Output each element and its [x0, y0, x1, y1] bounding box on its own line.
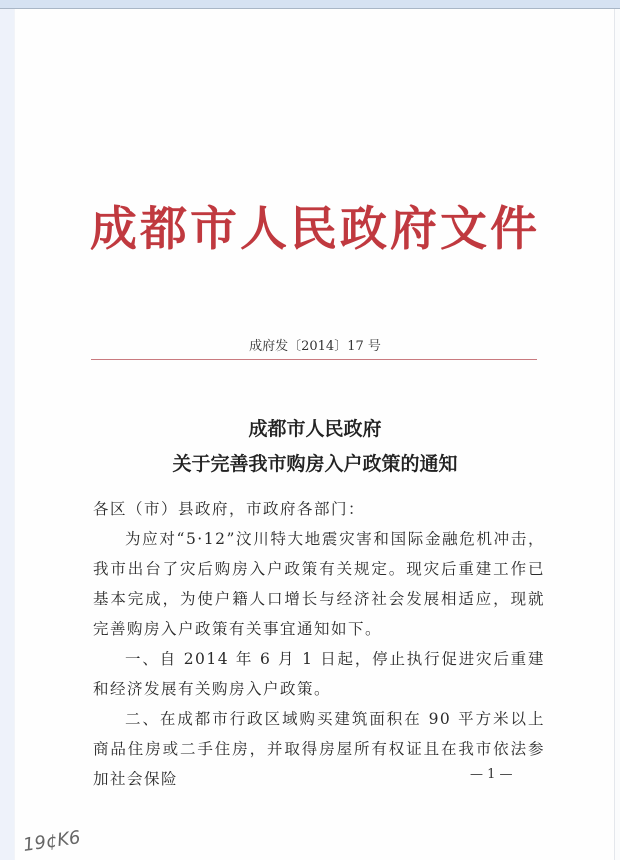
viewer-right-edge	[614, 9, 620, 860]
body-paragraph: 二、在成都市行政区域购买建筑面积在 90 平方米以上商品住房或二手住房，并取得房屋所有权证且在我市依法参加社会保险	[93, 710, 545, 788]
viewer-toolbar-strip	[0, 0, 620, 9]
notice-subject-title: 关于完善我市购房入户政策的通知	[172, 453, 458, 475]
document-header-title: 成都市人民政府文件	[90, 202, 540, 257]
red-divider-rule	[91, 359, 537, 360]
handwritten-annotation: 19¢K6	[21, 827, 82, 856]
body-paragraph: 为应对“5·12”汶川特大地震灾害和国际金融危机冲击，我市出台了灾后购房入户政策有关规定。现灾后重建工作已基本完成，为使户籍人口增长与经济社会发展相适应，现就完善购房入户政策有关事宜通知如下。	[93, 530, 545, 638]
viewer-left-gutter	[0, 9, 14, 860]
document-body	[93, 494, 545, 794]
document-number: 成府发〔2014〕17 号	[249, 339, 381, 354]
body-paragraph: 一、自 2014 年 6 月 1 日起，停止执行促进灾后重建和经济发展有关购房入户政策。	[93, 650, 545, 698]
addressee-line: 各区（市）县政府，市政府各部门：	[93, 500, 366, 518]
page-number: — 1 —	[470, 767, 513, 782]
notice-issuing-org: 成都市人民政府	[248, 418, 382, 440]
document-page	[14, 9, 615, 860]
